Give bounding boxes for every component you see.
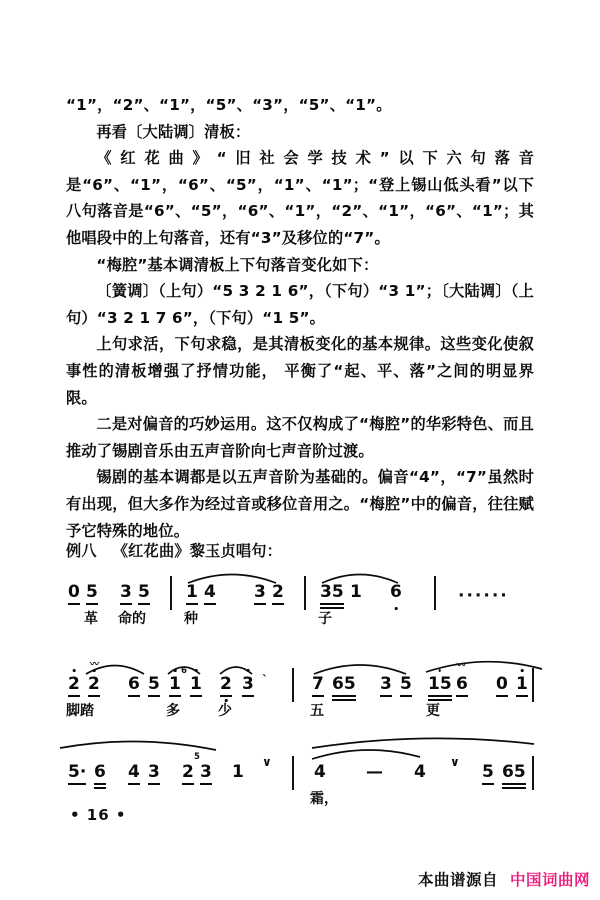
- note: [169, 666, 187, 694]
- beam-line: [148, 783, 160, 785]
- octave-dot-high: [73, 669, 76, 672]
- lyric: 少: [218, 703, 232, 719]
- continuation-ellipsis: ······: [458, 586, 509, 606]
- measure: [66, 662, 282, 740]
- breath-mark: ∨: [450, 755, 460, 769]
- note: [272, 584, 284, 601]
- barline: [434, 576, 436, 610]
- note-digit: 4: [204, 582, 216, 602]
- beam-line: [332, 695, 356, 697]
- beam-line: [332, 699, 356, 701]
- note-digit: 5: [86, 582, 98, 602]
- sustain-dash: —: [366, 762, 383, 782]
- note: [400, 676, 412, 693]
- note: [190, 676, 202, 693]
- note-digit: 2: [68, 674, 80, 694]
- beam-line: [254, 603, 266, 605]
- note: [128, 764, 140, 781]
- lyric: 革: [84, 611, 98, 627]
- example-heading: [66, 540, 282, 561]
- note: [516, 676, 528, 693]
- measure: [318, 570, 428, 648]
- note: [186, 584, 198, 601]
- barline: [304, 576, 306, 610]
- beam-line: [138, 603, 150, 605]
- note: [148, 764, 160, 781]
- beam-line: [94, 783, 106, 785]
- note: [482, 764, 494, 781]
- music-staff-2: [66, 662, 534, 740]
- note: [86, 584, 98, 601]
- beam-line: [190, 695, 202, 697]
- note: [320, 584, 344, 601]
- note: [148, 676, 160, 693]
- note-digit: 65: [332, 674, 356, 694]
- note-digit: 65: [502, 762, 526, 782]
- lyric: 多: [166, 703, 180, 719]
- note: [120, 584, 132, 601]
- barline: [532, 668, 534, 702]
- watermark: [418, 868, 590, 890]
- beam-line: [496, 695, 508, 697]
- mordent-icon: 〰: [90, 660, 100, 670]
- grace-note: 5: [194, 752, 200, 762]
- measure: [184, 570, 294, 648]
- note-digit: 4: [128, 762, 140, 782]
- beam-line: [169, 695, 181, 697]
- beam-line: [320, 607, 344, 609]
- note-digit: 5·: [68, 762, 87, 782]
- beam-line: [516, 695, 528, 697]
- note: [200, 764, 212, 781]
- note: [390, 584, 402, 601]
- beam-line: [186, 603, 198, 605]
- slur: [424, 658, 544, 674]
- example-label: 例八: [66, 542, 97, 560]
- note-digit: 5: [148, 674, 160, 694]
- beam-line: [68, 695, 80, 697]
- note: [204, 584, 216, 601]
- note-digit: 3: [242, 674, 254, 694]
- lyric: 种: [184, 611, 198, 627]
- measure: [66, 570, 154, 648]
- breath-mark: ˋ: [262, 673, 268, 687]
- beam-line: [120, 603, 132, 605]
- paragraph-3: 《红花曲》“旧社会学技术”以下六句落音是“6”、“1”，“6”、“5”，“1”、“1”；“登上锡山低头看”以下八句落音是“6”、“5”，“6”、“1”，“2”、“1”，“6”、“1”；其他唱段中的上句落音，还有“3”及移位的“7”。: [66, 149, 534, 247]
- beam-line: [482, 783, 494, 785]
- beam-line: [200, 783, 212, 785]
- paragraph-1: “1”，“2”、“1”，“5”、“3”，“5”、“1”。: [66, 96, 392, 114]
- beam-line: [502, 787, 526, 789]
- note-digit: 0: [496, 674, 508, 694]
- beam-line: [502, 783, 526, 785]
- note-digit: 15: [428, 674, 452, 694]
- beam-line: [204, 603, 216, 605]
- note: [68, 676, 80, 693]
- beam-line: [242, 695, 254, 697]
- beam-line: [86, 603, 98, 605]
- barline: [292, 668, 294, 702]
- beam-line: [220, 695, 232, 697]
- note-digit: 2: [272, 582, 284, 602]
- note-digit: 5: [482, 762, 494, 782]
- octave-dot-high: [439, 669, 442, 672]
- beam-line: [400, 695, 412, 697]
- note-digit: 3: [380, 674, 392, 694]
- octave-dot-high: [195, 669, 198, 672]
- measure: [310, 750, 534, 828]
- note: [428, 676, 452, 693]
- note-digit: 1: [186, 582, 198, 602]
- note: [502, 764, 526, 781]
- note-digit: 3: [254, 582, 266, 602]
- lyric: 脚踏: [66, 703, 94, 719]
- measure: [310, 662, 534, 740]
- note-digit: 4: [414, 762, 426, 782]
- note: [232, 764, 244, 781]
- octave-dot-high: [174, 669, 177, 672]
- watermark-site: 中国词曲网: [509, 871, 590, 889]
- note: [94, 764, 106, 781]
- mordent-icon: 〰: [457, 661, 467, 671]
- note: [242, 676, 254, 693]
- beam-line: [128, 783, 140, 785]
- octave-dot-low: [395, 607, 398, 610]
- note-digit: 1: [190, 674, 202, 694]
- example-title-text: 《红花曲》黎玉贞唱句：: [112, 542, 283, 560]
- beam-line: [182, 783, 194, 785]
- note-digit: 2: [182, 762, 194, 782]
- breath-mark: ∨: [262, 755, 272, 769]
- watermark-prefix: 本曲谱源自: [417, 871, 498, 889]
- note-digit: 1: [232, 762, 244, 782]
- beam-line: [68, 783, 86, 785]
- note-digit: 6: [390, 582, 402, 602]
- music-staff-3: [66, 750, 534, 828]
- page-number: • 16 •: [70, 806, 127, 824]
- music-staff-1: [66, 570, 534, 648]
- note-digit: 5: [400, 674, 412, 694]
- note-digit: 6: [94, 762, 106, 782]
- note-digit: 4: [314, 762, 326, 782]
- note: [220, 676, 232, 693]
- note-digit: 2: [88, 674, 100, 694]
- paragraph-8: 锡剧的基本调都是以五声音阶为基础的。偏音“4”，“7”虽然时有出现，但大多作为经过音或移位音用之。“梅腔”中的偏音，往往赋予它特殊的地位。: [66, 468, 534, 540]
- beam-line: [312, 695, 324, 697]
- beam-line: [272, 603, 284, 605]
- paragraph-6: 上句求活，下句求稳，是其清板变化的基本规律。这些变化使叙事性的清板增强了抒情功能， 平衡了“起、平、落”之间的明显界限。: [66, 335, 534, 407]
- note: [350, 584, 362, 601]
- paragraph-7: 二是对偏音的巧妙运用。这不仅构成了“梅腔”的华彩特色、而且推动了锡剧音乐由五声音阶向七声音阶过渡。: [66, 415, 534, 460]
- lyric: 子: [318, 611, 332, 627]
- slur: [310, 745, 422, 761]
- prose-body: [66, 92, 534, 544]
- note-digit: 3: [120, 582, 132, 602]
- note-digit: 6: [128, 674, 140, 694]
- note: [182, 752, 200, 782]
- note: [414, 764, 426, 781]
- note: [138, 584, 150, 601]
- note: [128, 676, 140, 693]
- barline: [532, 756, 534, 790]
- note-digit: 6: [456, 674, 468, 694]
- note: [380, 676, 392, 693]
- beam-line: [94, 787, 106, 789]
- note-digit: 2: [220, 674, 232, 694]
- beam-line: [380, 695, 392, 697]
- grace-note: 6: [181, 666, 187, 676]
- octave-dot-low: [225, 699, 228, 702]
- note-digit: 1: [169, 674, 181, 694]
- beam-line: [128, 695, 140, 697]
- note-digit: 35: [320, 582, 344, 602]
- note-digit: 7: [312, 674, 324, 694]
- note-digit: 1: [516, 674, 528, 694]
- octave-dot-high: [521, 669, 524, 672]
- note: [68, 764, 86, 781]
- note: [312, 676, 324, 693]
- beam-line: [456, 695, 468, 697]
- note: [68, 584, 80, 601]
- slur: [312, 660, 408, 676]
- barline: [170, 576, 172, 610]
- note-digit: 1: [350, 582, 362, 602]
- beam-line: [428, 699, 452, 701]
- note: [456, 661, 468, 694]
- beam-line: [320, 603, 344, 605]
- paragraph-2: 再看〔大陆调〕清板：: [96, 122, 251, 141]
- note: [314, 764, 326, 781]
- paragraph-5: 〔簧调〕（上句）“5 3 2 1 6”，（下句）“3 1”；〔大陆调〕（上句）“3 2 1 7 6”，（下句）“1 5”。: [66, 282, 534, 327]
- note: [254, 584, 266, 601]
- lyric: 霜，: [310, 791, 338, 807]
- note: [88, 660, 100, 694]
- note-digit: 3: [148, 762, 160, 782]
- beam-line: [68, 603, 80, 605]
- note-digit: 5: [138, 582, 150, 602]
- beam-line: [428, 695, 452, 697]
- lyric: 五: [310, 703, 324, 719]
- barline: [292, 756, 294, 790]
- note: [332, 676, 356, 693]
- note-digit: 0: [68, 582, 80, 602]
- beam-line: [148, 695, 160, 697]
- note: [496, 676, 508, 693]
- octave-dot-high: [247, 669, 250, 672]
- lyric: 命的: [118, 611, 146, 627]
- lyric: 更: [426, 703, 440, 719]
- paragraph-4: “梅腔”基本调清板上下句落音变化如下：: [96, 255, 379, 274]
- beam-line: [88, 695, 100, 697]
- note-digit: 3: [200, 762, 212, 782]
